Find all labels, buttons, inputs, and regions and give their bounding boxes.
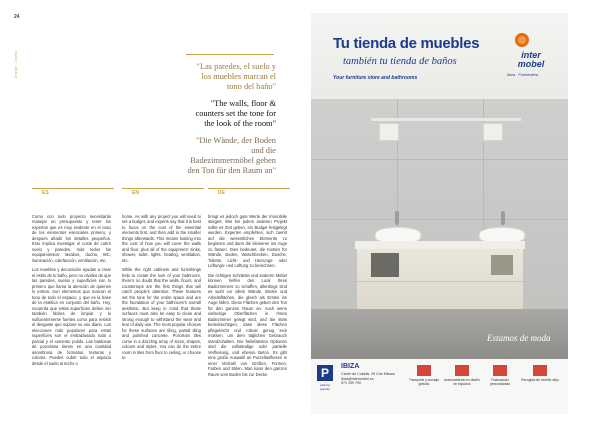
- feature-transport: Transporte y montaje gratuito: [409, 378, 439, 386]
- article-paragraph: home. As with any project you will need to set a budget, and experts say that it is best to focus on the cost of the essential elements first, and then add in the smaller things afterwards. This means looking into the cost of how you will cover the walls and floor, plus all of the equipment: sinks, shower, toilet, lights, heating, ventilation, etc.: [122, 214, 201, 263]
- section-label: Design · Diseño: [14, 50, 18, 78]
- feature-pickup: Recogida del mueble viejo: [521, 378, 559, 382]
- pull-quote-de: "Die Wände, der Boden und die Badezimmermöbel geben den Ton für den Raum an": [187, 136, 276, 175]
- finance-icon: [493, 365, 507, 376]
- page-number: 24: [14, 14, 20, 20]
- ad-headline: Tu tienda de muebles: [333, 35, 480, 52]
- ad-tagline: Your furniture store and bathrooms: [333, 75, 418, 81]
- article-paragraph: While the right cabinets and furnishings help to create the look of your bathroom, there's no doubt that the walls, floors, and countertops are the first things that will catch people's attention. These features set the tone for the entire space and are the foundation of your bathroom's overall aesthetic. But keep in mind that these surfaces must also be easy to clean and strong enough to withstand the wear and tear of daily use. The most popular choices for these surfaces are tiling, partial tiling and polished concrete. Porcelain tiles come in a dazzling array of sizes, shapes, colours and styles. You can do the entire room in tiles from floor to ceiling, or choose to: [122, 267, 201, 361]
- brand-logo: inter mobel: [517, 50, 545, 69]
- language-header-en: EN: [122, 188, 204, 198]
- vanity-counter: [355, 241, 525, 249]
- wall-light-icon: [483, 123, 503, 141]
- wall-shelf: [371, 118, 521, 121]
- recycle-icon: [533, 365, 547, 376]
- language-header-de: DE: [208, 188, 290, 198]
- transport-icon: [417, 365, 431, 376]
- parking-icon: P: [317, 365, 333, 381]
- towels-icon: [371, 253, 399, 277]
- design-icon: [455, 365, 469, 376]
- feature-finance: Financiación personalizada: [490, 378, 510, 386]
- language-header-es: ES: [32, 188, 114, 198]
- drawer-divider: [357, 281, 523, 282]
- article-paragraph: Los muebles y decoración ayudan a crear el estilo de tu baño, pero no olvides de que las paredes, suelos y superficies son lo primero que llama la atención de quienes lo entran. Son elementos que marcan el tono de todo el espacio, y que es la base de la estética en conjunto del baño. Hoy, recuerda que estas superficies deben ser también fáciles de limpiar y lo suficientemente fuertes como para resistir el desgaste que supone su uso diario. Los elecciones más populares para estas superficies son el embaldosado total o parcial y el cemento pulido. Las baldosas de porcelana tienen en una cantidad asombrosa de formatos, texturas y colores. Puedes cubrir todo el espacio desde el suelo al techo o: [32, 267, 111, 366]
- article-column-en: [122, 214, 201, 365]
- faucet-icon: [395, 211, 399, 225]
- pull-quote-es: "Las paredes, el suelo y los muebles marcan el tono del baño": [196, 62, 276, 91]
- faucet-icon: [501, 211, 505, 225]
- ad-slogan: Estamos de moda: [487, 333, 551, 343]
- brand-logo-icon: [515, 33, 529, 47]
- quote-divider: [186, 54, 274, 55]
- feature-design: Asesoramiento en diseño de espacios: [444, 378, 480, 386]
- brand-subtitle: Ibiza · Formentera: [507, 73, 539, 77]
- article-column-es: [32, 214, 111, 370]
- pull-quote-en: "The walls, floor & counters set the tone for the look of the room": [195, 99, 276, 128]
- basket-icon: [491, 255, 513, 275]
- wall-light-icon: [379, 123, 399, 141]
- article-paragraph: bringt es jedoch gute Werte der Immobilie steigert. Wie bei jedem anderen Projekt sollte es Zeit geben, ein Budget festgelegt werden. Experten empfehlen, sich zuerst auf die wesentlichen Elemente zu beginnen und dann die kleineren ins Auge zu fassen. Dies bedeutet, die Kosten für Wände, Boden, Waschbecken, Dusche, Toilette, Licht- und Heizungs- oder Lüftungs- und Lüftung zu berechnen.: [208, 214, 287, 269]
- article-paragraph: Como con todo proyecto necesitarás manejar un presupuesto y tener los expertos que es muy evidente en el caso de los elementos esenciales primero, y después añadir los detalles pequeños. Esto implica investigar el coste de cubrir suelo y paredes, más todos los equipamientos: lavabos, ducha, WC, iluminación, calefacción, ventilación, etc.: [32, 214, 111, 263]
- store-city: IBIZA: [341, 363, 360, 370]
- parking-label: parking gratuito: [319, 383, 330, 391]
- article-paragraph: Die richtigen Schränke und anderen Möbel können helfen den Look Ihres Badezimmers zu schaffen, allerdings sind es wohl vor allem Wände, Böden und Arbeitsflächen, die gleich als Erstes ins Auge fallen. Diese Flächen geben den Ton für den ganzen Raum an. Auch wenn vielseitige Oberflächen in Ihrem Badezimmer gelegt wird, und Sie stets berücksichtigen, dass diese Flächen pflegeleicht und robust genug sein müssen, um dem täglichen Gebrauch standzuhalten. Die beliebtesten Optionen sind die vollständige oder partielle Verfliesung, und ebenso Beton. Es gibt eine große Auswahl an Porzellanfliesen in einer Vielzahl von Größen, Formen, Farben und Stilen. Man kann den ganzen Raum vom Boden bis zur Decke: [208, 272, 287, 377]
- ad-subheadline: también tu tienda de baños: [343, 56, 457, 67]
- advertisement: [311, 13, 568, 414]
- article-column-de: [208, 214, 287, 381]
- store-address: Carrer de Cubells, 29 Can Misses ibiza@intermobel.es 971 199 790: [341, 372, 395, 386]
